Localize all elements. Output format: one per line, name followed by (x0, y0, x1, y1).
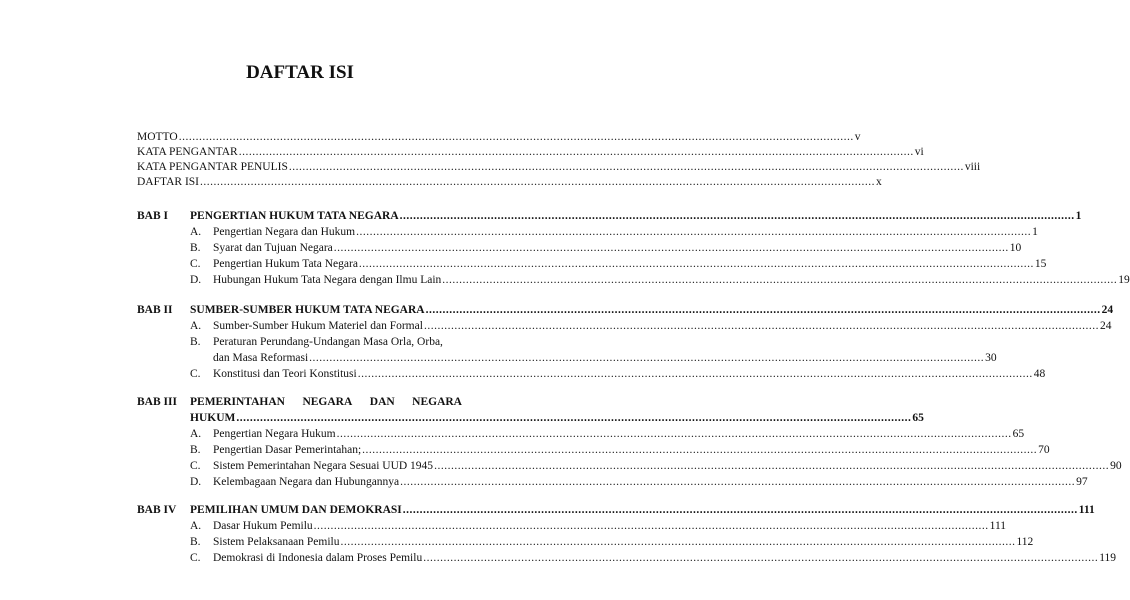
item-text: dan Masa Reformasi (213, 352, 309, 364)
chapter-heading (190, 303, 1114, 318)
item-page: 112 (1016, 536, 1034, 548)
toc-item (190, 443, 1050, 458)
dot-leader: ........................................................................................................................................................................................................ (358, 258, 1034, 270)
item-letter: C. (190, 258, 201, 270)
item-text: Hubungan Hukum Tata Negara dengan Ilmu Lain (213, 274, 442, 286)
chapter-heading (190, 411, 924, 426)
chapter-title: PEMILIHAN UMUM DAN DEMOKRASI (190, 504, 402, 516)
toc-entry (137, 160, 981, 175)
item-page: 90 (1110, 460, 1122, 472)
toc-item (190, 427, 1025, 442)
item-text: Pengertian Dasar Pemerintahan; (213, 444, 362, 456)
item-text: Demokrasi di Indonesia dalam Proses Pemilu (213, 552, 423, 564)
chapter-title: HUKUM (190, 412, 236, 424)
item-letter: B. (190, 336, 201, 348)
item-text: Kelembagaan Negara dan Hubungannya (213, 476, 400, 488)
dot-leader: ........................................................................................................................................................................................................ (425, 304, 1101, 316)
toc-item (190, 225, 1038, 240)
item-letter: B. (190, 444, 201, 456)
item-page: 70 (1038, 444, 1050, 456)
chapter-title-word: NEGARA (302, 396, 353, 408)
item-page: 19 (1118, 274, 1130, 286)
chapter-heading (190, 209, 1082, 224)
dot-leader: ........................................................................................................................................................................................................ (357, 368, 1033, 380)
chapter-4 (137, 503, 1117, 566)
item-letter: A. (190, 320, 202, 332)
item-text: Pengertian Negara Hukum (213, 428, 336, 440)
toc-entry-page: viii (964, 161, 981, 173)
chapter-title-word: PEMERINTAHAN (190, 396, 285, 408)
chapter-title: PENGERTIAN HUKUM TATA NEGARA (190, 210, 399, 222)
toc-entry-page: x (876, 176, 882, 188)
dot-leader: ........................................................................................................................................................................................................ (423, 320, 1099, 332)
dot-leader: ........................................................................................................................................................................................................ (340, 536, 1016, 548)
item-page: 97 (1076, 476, 1088, 488)
dot-leader: ........................................................................................................................................................................................................ (313, 520, 989, 532)
dot-leader: ........................................................................................................................................................................................................ (236, 412, 912, 424)
dot-leader: ........................................................................................................................................................................................................ (442, 274, 1118, 286)
item-letter: C. (190, 460, 201, 472)
toc-item (190, 257, 1047, 272)
chapter-page: 111 (1078, 504, 1095, 516)
chapter-title-word: NEGARA (412, 396, 462, 408)
item-page: 30 (985, 352, 997, 364)
item-page: 24 (1099, 320, 1112, 332)
chapter-title-word: DAN (369, 396, 395, 408)
item-letter: A. (190, 428, 202, 440)
toc-item (190, 319, 1112, 334)
dot-leader: ........................................................................................................................................................................................................ (288, 161, 964, 173)
item-page: 119 (1099, 552, 1117, 564)
toc-entry-page: vi (914, 146, 924, 158)
item-page: 111 (989, 520, 1007, 532)
toc-item (190, 475, 1088, 490)
chapter-page: 65 (912, 412, 924, 424)
dot-leader: ........................................................................................................................................................................................................ (336, 428, 1012, 440)
dot-leader: ........................................................................................................................................................................................................ (402, 504, 1078, 516)
item-letter: D. (190, 476, 202, 488)
toc-entry (137, 130, 861, 145)
dot-leader: ........................................................................................................................................................................................................ (200, 176, 876, 188)
dot-leader: ........................................................................................................................................................................................................ (309, 352, 985, 364)
item-letter: B. (190, 242, 201, 254)
toc-entry-label: MOTTO (137, 131, 178, 143)
toc-entry (137, 145, 924, 160)
dot-leader: ........................................................................................................................................................................................................ (333, 242, 1009, 254)
toc-entry-page: v (854, 131, 861, 143)
chapter-number: BAB III (137, 396, 177, 408)
chapter-2 (137, 303, 1114, 382)
toc-item (190, 535, 1034, 550)
item-letter: C. (190, 552, 201, 564)
item-text: Sistem Pemerintahan Negara Sesuai UUD 1945 (213, 460, 434, 472)
toc-item (190, 551, 1117, 566)
item-letter: A. (190, 520, 202, 532)
chapter-title: SUMBER-SUMBER HUKUM TATA NEGARA (190, 304, 425, 316)
chapter-page: 24 (1101, 304, 1114, 316)
item-text: Dasar Hukum Pemilu (213, 520, 313, 532)
toc-entry-label: KATA PENGANTAR (137, 146, 238, 158)
dot-leader: ........................................................................................................................................................................................................ (238, 146, 914, 158)
chapter-title-line1 (190, 395, 500, 410)
toc-item (190, 367, 1046, 382)
item-text: Pengertian Negara dan Hukum (213, 226, 356, 238)
item-text: Pengertian Hukum Tata Negara (213, 258, 358, 270)
chapter-3 (137, 395, 1122, 490)
toc-item (190, 241, 1022, 256)
item-text: Sistem Pelaksanaan Pemilu (213, 536, 340, 548)
item-text-line1: Peraturan Perundang-Undangan Masa Orla, Orba, (213, 336, 443, 348)
dot-leader: ........................................................................................................................................................................................................ (356, 226, 1032, 238)
item-letter: D. (190, 274, 202, 286)
item-text: Sumber-Sumber Hukum Materiel dan Formal (213, 320, 423, 332)
chapter-1 (137, 209, 1130, 288)
toc-item (190, 459, 1122, 474)
front-matter-list (137, 130, 981, 190)
toc-item (190, 273, 1130, 288)
dot-leader: ........................................................................................................................................................................................................ (423, 552, 1099, 564)
item-letter: B. (190, 536, 201, 548)
dot-leader: ........................................................................................................................................................................................................ (178, 131, 854, 143)
item-page: 1 (1032, 226, 1038, 238)
item-letter: C. (190, 368, 201, 380)
toc-item (190, 335, 997, 366)
item-letter: A. (190, 226, 202, 238)
toc-entry-label: KATA PENGANTAR PENULIS (137, 161, 288, 173)
toc-item (190, 519, 1007, 534)
chapter-heading (190, 503, 1095, 518)
item-page: 48 (1033, 368, 1046, 380)
page-title: DAFTAR ISI (246, 62, 354, 83)
chapter-page: 1 (1075, 210, 1082, 222)
dot-leader: ........................................................................................................................................................................................................ (399, 210, 1075, 222)
chapter-number: BAB II (137, 304, 173, 316)
dot-leader: ........................................................................................................................................................................................................ (434, 460, 1110, 472)
item-page: 65 (1012, 428, 1025, 440)
dot-leader: ........................................................................................................................................................................................................ (400, 476, 1076, 488)
item-text: Syarat dan Tujuan Negara (213, 242, 333, 254)
toc-entry-label: DAFTAR ISI (137, 176, 200, 188)
chapter-number: BAB IV (137, 504, 177, 516)
item-page: 10 (1009, 242, 1022, 254)
toc-entry (137, 175, 882, 190)
item-text: Konstitusi dan Teori Konstitusi (213, 368, 357, 380)
item-page: 15 (1034, 258, 1047, 270)
dot-leader: ........................................................................................................................................................................................................ (362, 444, 1038, 456)
chapter-number: BAB I (137, 210, 168, 222)
